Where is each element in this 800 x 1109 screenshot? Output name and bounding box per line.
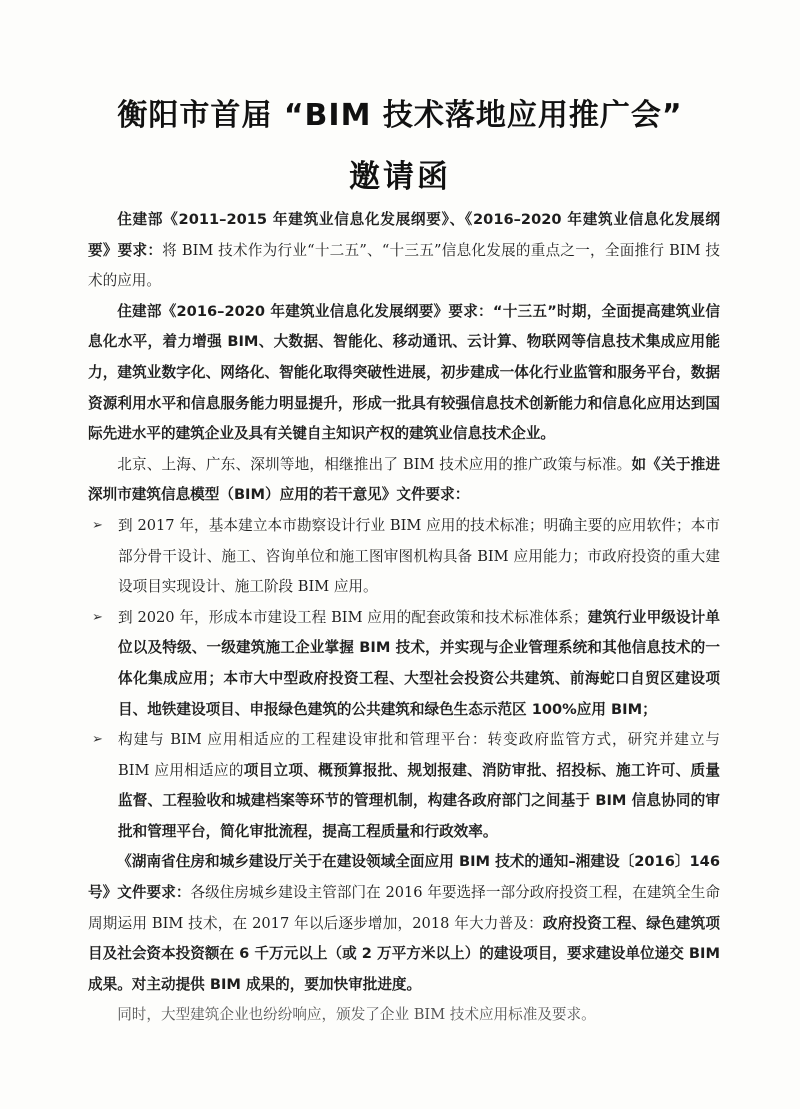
paragraph-3-text: 北京、上海、广东、深圳等地，相继推出了 BIM 技术应用的推广政策与标准。 [117, 455, 632, 473]
bullet-text: 到 2017 年，基本建立本市勘察设计行业 BIM 应用的技术标准；明确主要的应用软件；本市部分骨干设计、施工、咨询单位和施工图审图机构具备 BIM 应用能力；市政府投资的重大建设项目实现设计、施工阶段 BIM 应用。 [118, 516, 720, 596]
paragraph-1-text: 将 BIM 技术作为行业“十二五”、“十三五”信息化发展的重点之一，全面推行 BIM 技术的应用。 [88, 241, 720, 290]
bullet-text: 到 2020 年，形成本市建设工程 BIM 应用的配套政策和技术标准体系； [118, 608, 588, 626]
paragraph-2 [88, 297, 720, 450]
paragraph-2-bold: 住建部《2016–2020 年建筑业信息化发展纲要》要求：“十三五”时期，全面提高建筑业信息化水平，着力增强 BIM、大数据、智能化、移动通讯、云计算、物联网等信息技术集成应用能力，建筑业数字化、网络化、智能化取得突破性进展，初步建成一体化行业监管和服务平台，数据资源利用水平和信息服务能力明显提升，形成一批具有较强信息技术创新能力和信息化应用达到国际先进水平的建筑企业及具有关键自主知识产权的建筑业信息技术企业。 [88, 302, 720, 443]
paragraph-4-bold-2: 政府投资工程、绿色建筑项目及社会资本投资额在 6 千万元以上（或 2 万平方米以上）的建设项目，要求建设单位递交 BIM 成果。对主动提供 BIM 成果的，要加快审批进度。 [88, 914, 720, 993]
paragraph-5 [88, 1000, 720, 1031]
paragraph-4-bold: 《湖南省住房和城乡建设厅关于在建设领域全面应用 BIM 技术的通知–湘建设〔2016〕146 号》文件要求： [88, 853, 720, 902]
bullet-bold: 建筑行业甲级设计单位以及特级、一级建筑施工企业掌握 BIM 技术，并实现与企业管理系统和其他信息技术的一体化集成应用；本市大中型政府投资工程、大型社会投资公共建筑、前海蛇口自贸区建设项目、地铁建设项目、申报绿色建筑的公共建筑和绿色生态示范区 100%应用 BIM； [118, 608, 720, 718]
document-body [88, 205, 720, 1031]
paragraph-5-text: 同时，大型建筑企业也纷纷响应，颁发了企业 BIM 技术应用标准及要求。 [117, 1006, 596, 1024]
bullet-item [88, 511, 720, 603]
document-title: 衡阳市首届 “BIM 技术落地应用推广会” [117, 98, 683, 133]
document-subtitle: 邀请函 [349, 159, 451, 195]
paragraph-3-bold: 如《关于推进深圳市建筑信息模型（BIM）应用的若干意见》文件要求： [88, 455, 720, 504]
bullet-item [88, 603, 720, 725]
paragraph-3 [88, 450, 720, 511]
paragraph-4-text: 各级住房城乡建设主管部门在 2016 年要选择一部分政府投资工程，在建筑全生命周期运用 BIM 技术，在 2017 年以后逐步增加，2018 年大力普及： [88, 884, 720, 932]
paragraph-4 [88, 847, 720, 1000]
bullet-bold: 项目立项、概预算报批、规划报建、消防审批、招投标、施工许可、质量监督、工程验收和城建档案等环节的管理机制，构建各政府部门之间基于 BIM 信息协同的审批和管理平台，简化审批流程，提高工程质量和行政效率。 [118, 761, 720, 840]
bullet-item [88, 725, 720, 847]
paragraph-1-bold: 住建部《2011–2015 年建筑业信息化发展纲要》、《2016–2020 年建筑业信息化发展纲要》要求： [88, 211, 720, 259]
arrow-bullet-icon: ➢ [92, 732, 103, 748]
paragraph-1 [88, 205, 720, 297]
arrow-bullet-icon: ➢ [92, 517, 103, 533]
arrow-bullet-icon: ➢ [92, 609, 103, 625]
bullet-text: 构建与 BIM 应用相适应的工程建设审批和管理平台：转变政府监管方式，研究并建立与 BIM 应用相适应的 [118, 731, 720, 779]
